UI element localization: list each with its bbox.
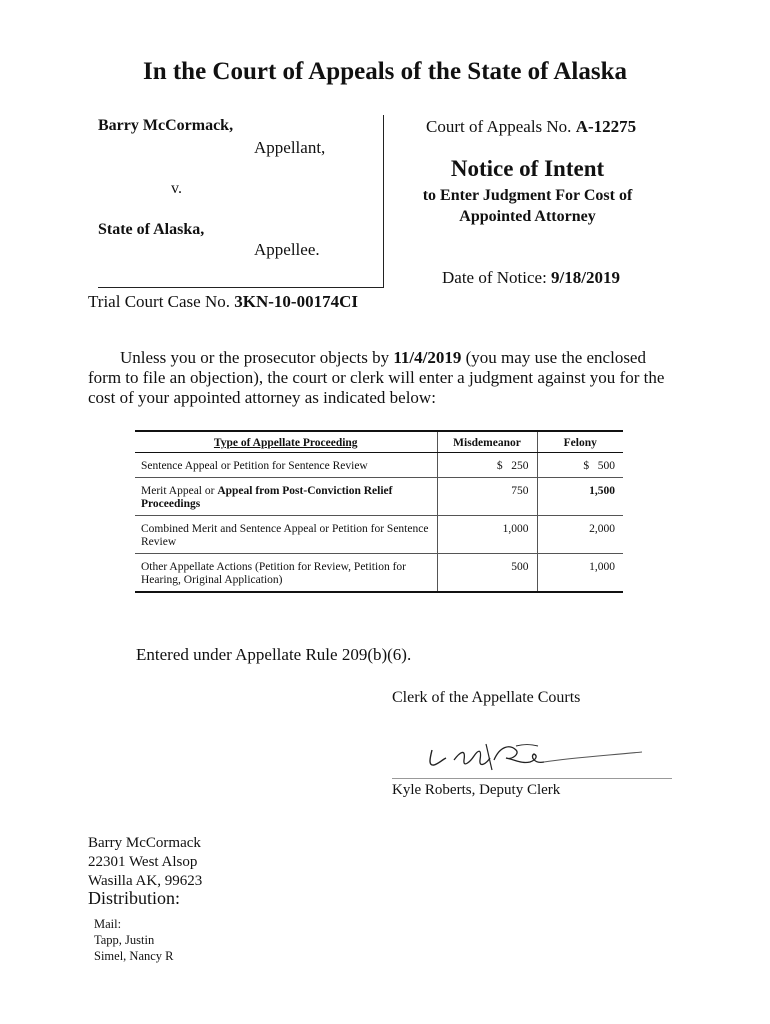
trial-case-number: 3KN-10-00174CI <box>234 292 358 311</box>
appellant-role: Appellant, <box>254 138 326 157</box>
versus: v. <box>171 180 182 197</box>
notice-date-line <box>442 268 620 288</box>
appeals-case-label: Court of Appeals No. <box>426 117 572 136</box>
row-type: Combined Merit and Sentence Appeal or Petition for Sentence Review <box>135 516 437 554</box>
notice-subtitle-line1: to Enter Judgment For Cost of <box>422 187 633 204</box>
header-felony: Felony <box>537 431 623 453</box>
row-felony: $ 500 <box>537 453 623 478</box>
table-row <box>135 453 623 478</box>
trial-case-label: Trial Court Case No. <box>88 292 230 311</box>
paragraph-part1: Unless you or the prosecutor objects by <box>120 348 390 367</box>
list-item: Simel, Nancy R <box>94 949 174 963</box>
notice-date-label: Date of Notice: <box>442 268 547 287</box>
mailing-address <box>88 834 202 891</box>
handwritten-signature <box>420 738 650 778</box>
row-felony: 2,000 <box>537 516 623 554</box>
clerk-office: Clerk of the Appellate Courts <box>392 689 581 706</box>
objection-deadline: 11/4/2019 <box>393 348 462 367</box>
distribution-list <box>94 916 174 964</box>
table-row <box>135 478 623 516</box>
paragraph-part2: (you may use the enclosed form to file an objection), the court or clerk will enter a judgment against you for the cost of your appointed attorney as indicated below: <box>88 348 665 407</box>
header-type: Type of Appellate Proceeding <box>135 431 437 453</box>
header-misdemeanor: Misdemeanor <box>437 431 537 453</box>
row-misdemeanor: $ 250 <box>437 453 537 478</box>
row-misdemeanor: 500 <box>437 554 537 593</box>
trial-case-line <box>88 292 358 312</box>
notice-paragraph <box>88 348 680 408</box>
fee-table-header <box>135 431 623 453</box>
address-street: 22301 West Alsop <box>88 854 198 870</box>
address-city: Wasilla AK, 99623 <box>88 873 203 889</box>
fee-table <box>135 430 623 593</box>
distribution-heading: Distribution: <box>88 888 181 908</box>
table-row <box>135 516 623 554</box>
row-felony: 1,500 <box>537 478 623 516</box>
table-row <box>135 554 623 593</box>
row-misdemeanor: 750 <box>437 478 537 516</box>
row-misdemeanor: 1,000 <box>437 516 537 554</box>
appellant-name: Barry McCormack, <box>98 117 234 134</box>
row-type: Sentence Appeal or Petition for Sentence Review <box>135 453 437 478</box>
address-name: Barry McCormack <box>88 835 201 851</box>
appellee-role: Appellee. <box>254 240 320 259</box>
row-type: Other Appellate Actions (Petition for Review, Petition for Hearing, Original Application) <box>135 554 437 593</box>
signature-line <box>392 778 672 779</box>
court-title: In the Court of Appeals of the State of Alaska <box>142 58 628 85</box>
distribution-method: Mail: <box>94 917 122 931</box>
row-felony: 1,000 <box>537 554 623 593</box>
appellate-rule: Entered under Appellate Rule 209(b)(6). <box>136 645 412 664</box>
row-type: Merit Appeal or Appeal from Post-Conviction Relief Proceedings <box>135 478 437 516</box>
signer-name: Kyle Roberts, Deputy Clerk <box>392 782 561 798</box>
appeals-case-line <box>426 117 636 137</box>
notice-subtitle <box>385 185 670 227</box>
notice-subtitle-line2: Appointed Attorney <box>459 208 596 225</box>
notice-title: Notice of Intent <box>450 156 605 181</box>
appeals-case-number: A-12275 <box>575 117 637 136</box>
case-caption-box <box>98 115 384 288</box>
list-item: Tapp, Justin <box>94 933 155 947</box>
appellee-name: State of Alaska, <box>98 221 205 238</box>
notice-date-value: 9/18/2019 <box>551 268 620 287</box>
